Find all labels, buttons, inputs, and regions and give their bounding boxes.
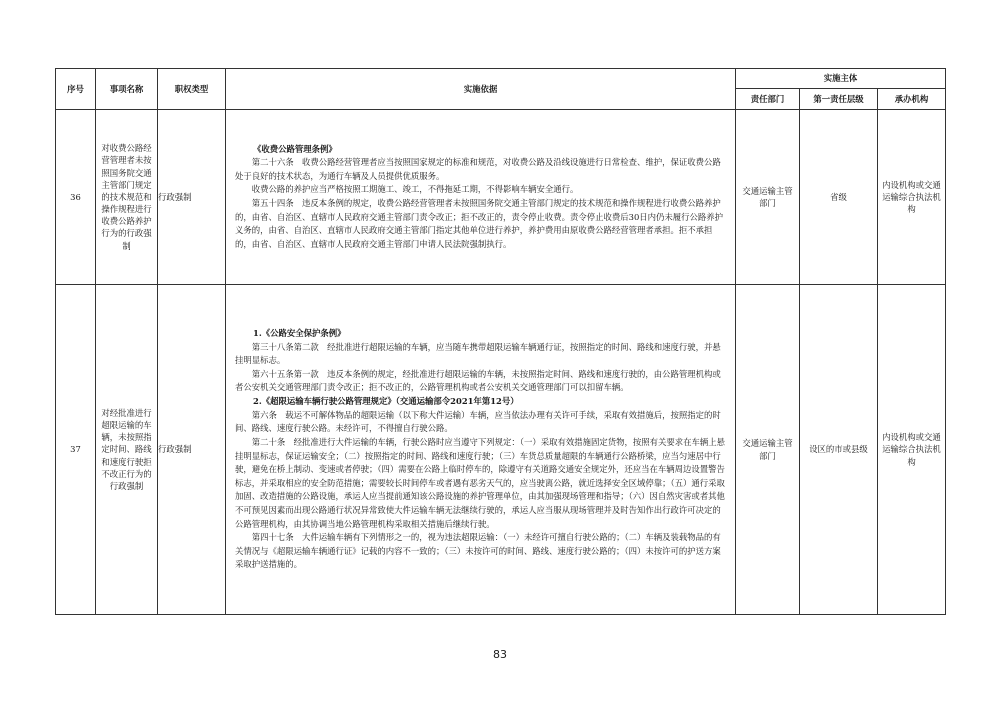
basis-title: 2.《超限运输车辆行驶公路管理规定》（交通运输部令2021年第12号）	[253, 396, 519, 407]
page-number: 83	[493, 648, 507, 661]
row-seq: 37	[56, 285, 96, 615]
row-item-name: 对收费公路经营管理者未按照国务院交通主管部门规定的技术规范和操作规程进行收费公路养护行为的行政强制	[96, 110, 158, 285]
header-subject: 实施主体	[736, 69, 946, 89]
row-org: 内设机构或交通运输综合执法机构	[878, 285, 946, 615]
row-level: 省级	[800, 110, 878, 285]
basis-paragraph: 收费公路的养护应当严格按照工期施工、竣工，不得拖延工期，不得影响车辆安全通行。	[251, 184, 579, 195]
table-row	[56, 285, 946, 615]
power-list-table	[55, 68, 946, 615]
row-basis	[226, 285, 736, 615]
basis-paragraph: 第二十六条 收费公路经营管理者应当按照国家规定的标准和规范，对收费公路及沿线设施进行日常检查、维护，保证收费公路处于良好的技术状态，为通行车辆及人员提供优质服务。	[235, 157, 721, 181]
header-dept: 责任部门	[736, 89, 800, 110]
header-basis: 实施依据	[226, 69, 736, 110]
row-level: 设区的市或县级	[800, 285, 878, 615]
table-row	[56, 110, 946, 285]
header-org: 承办机构	[878, 89, 946, 110]
row-dept: 交通运输主管部门	[736, 110, 800, 285]
row-org: 内设机构或交通运输综合执法机构	[878, 110, 946, 285]
basis-title: 《收费公路管理条例》	[253, 143, 337, 154]
row-item-name: 对经批准进行超限运输的车辆，未按照指定时间、路线和速度行驶拒不改正行为的行政强制	[96, 285, 158, 615]
basis-paragraph: 第二十条 经批准进行大件运输的车辆，行驶公路时应当遵守下列规定：（一）采取有效措施固定货物，按照有关要求在车辆上悬挂明显标志，保证运输安全；（二）按照指定的时间、路线和速度行驶；（三）车货总质量超限的车辆通行公路桥梁，应当匀速居中行驶，避免在桥上制动、变速或者停驶；（四）需要在公路上临时停车的，除遵守有关道路交通安全规定外，还应当在车辆周边设置警告标志，并采取相应的安全防范措施；需要较长时间停车或者遇有恶劣天气的，应当驶离公路，就近选择安全区域停靠；（五）通行采取加固、改造措施的公路设施，承运人应当提前通知该公路设施的养护管理单位，由其加强现场管理和指导；（六）因自然灾害或者其他不可预见因素而出现公路通行状况异常致使大件运输车辆无法继续行驶的，承运人应当服从现场管理并及时告知作出行政许可决定的公路管理机构，由其协调当地公路管理机构采取相关措施后继续行驶。	[235, 436, 725, 529]
basis-paragraph: 第四十七条 大件运输车辆有下列情形之一的，视为违法超限运输：（一）未经许可擅自行驶公路的；（二）车辆及装载物品的有关情况与《超限运输车辆通行证》记载的内容不一致的；（三）未按许可的时间、路线、速度行驶公路的；（四）未按许可的护送方案采取护送措施的。	[235, 532, 721, 570]
row-seq: 36	[56, 110, 96, 285]
basis-paragraph: 第三十八条第二款 经批准进行超限运输的车辆，应当随车携带超限运输车辆通行证，按照指定的时间、路线和速度行驶，并悬挂明显标志。	[235, 341, 721, 366]
basis-paragraph: 第六条 载运不可解体物品的超限运输（以下称大件运输）车辆，应当依法办理有关许可手续，采取有效措施后，按照指定的时间、路线、速度行驶公路。未经许可，不得擅自行驶公路。	[235, 409, 721, 434]
basis-paragraph: 第五十四条 违反本条例的规定，收费公路经营管理者未按照国务院交通主管部门规定的技术规范和操作规程进行收费公路养护的，由省、自治区、直辖市人民政府交通主管部门责令改正；拒不改正的，责令停止收费。责令停止收费后30日内仍未履行公路养护义务的，由省、自治区、直辖市人民政府交通主管部门指定其他单位进行养护，养护费用由原收费公路经营管理者承担。拒不承担的，由省、自治区、直辖市人民政府交通主管部门申请人民法院强制执行。	[235, 198, 724, 249]
basis-paragraph: 第六十五条第一款 违反本条例的规定，经批准进行超限运输的车辆，未按照指定时间、路线和速度行驶的，由公路管理机构或者公安机关交通管理部门责令改正；拒不改正的，公路管理机构或者公安机关交通管理部门可以扣留车辆。	[235, 368, 721, 393]
row-power-type: 行政强制	[158, 110, 226, 285]
row-power-type: 行政强制	[158, 285, 226, 615]
header-level: 第一责任层级	[800, 89, 878, 110]
basis-title: 1.《公路安全保护条例》	[253, 328, 346, 339]
header-item-name: 事项名称	[96, 69, 158, 110]
row-dept: 交通运输主管部门	[736, 285, 800, 615]
header-power-type: 职权类型	[158, 69, 226, 110]
row-basis	[226, 110, 736, 285]
header-seq: 序号	[56, 69, 96, 110]
